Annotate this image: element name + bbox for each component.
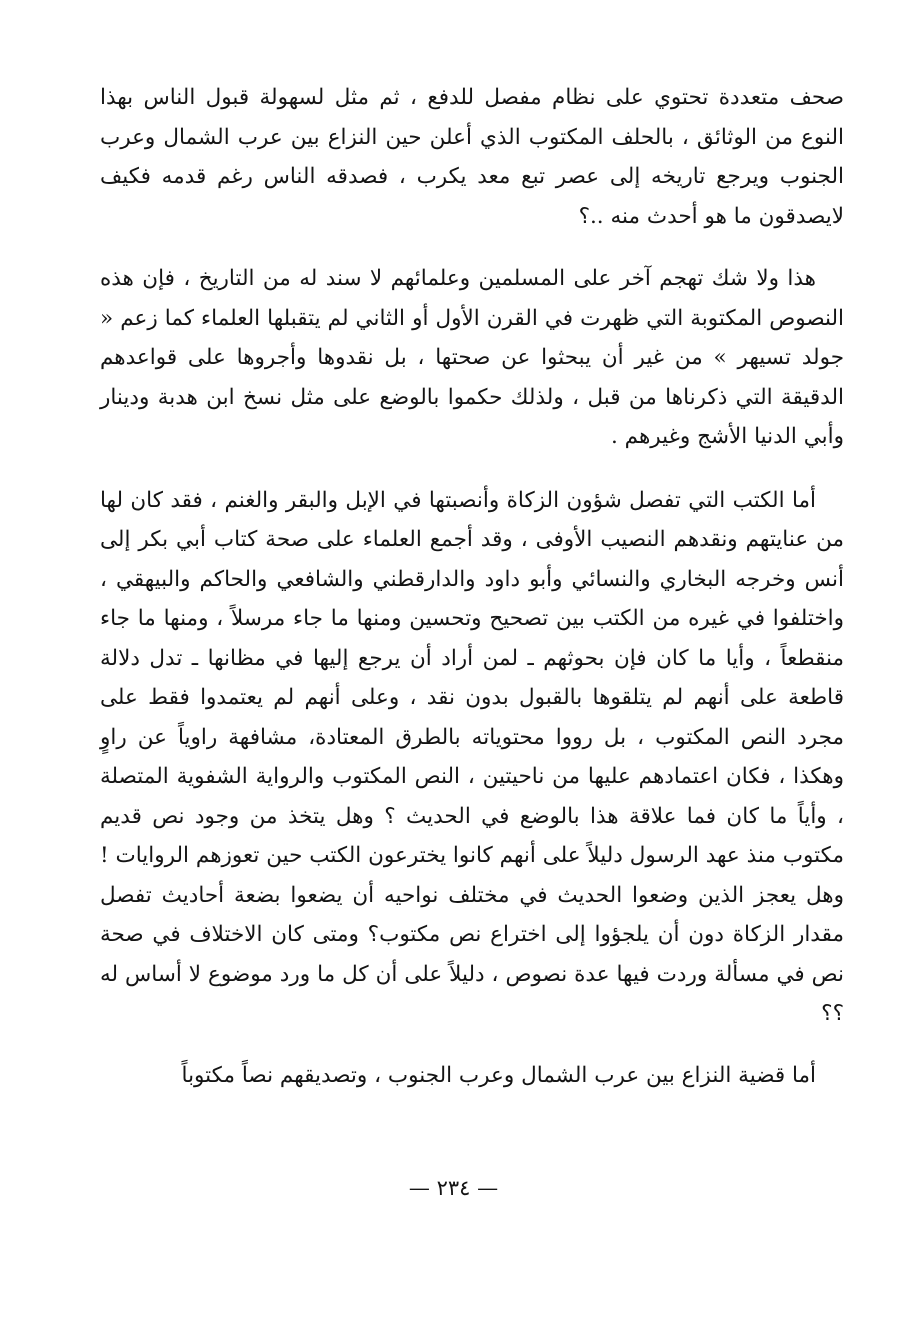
paragraph-4: أما قضية النزاع بين عرب الشمال وعرب الجنوب ، وتصديقهم نصاً مكتوباً <box>181 1062 816 1088</box>
page-number: — ٢٣٤ — <box>408 1176 499 1200</box>
page-text <box>100 78 844 1095</box>
paragraph-1: صحف متعددة تحتوي على نظام مفصل للدفع ، ثم مثل لسهولة قبول الناس بهذا النوع من الوثائق ، بالحلف المكتوب الذي أعلن حين النزاع بين عرب الشمال وعرب الجنوب ويرجع تاريخه إلى عصر تبع معد يكرب ، فصدقه الناس رغم قدمه فكيف لايصدقون ما هو أحدث منه ..؟ <box>100 85 844 229</box>
paragraph-2: هذا ولا شك تهجم آخر على المسلمين وعلمائهم لا سند له من التاريخ ، فإن هذه النصوص المكتوبة التي ظهرت في القرن الأول أو الثاني لم يتقبلها العلماء كما زعم « جولد تسيهر » من غير أن يبحثوا عن صحتها ، بل نقدوها وأجروها على قواعدهم الدقيقة التي ذكرناها من قبل ، ولذلك حكموا بالوضع على مثل نسخ ابن هدبة ودينار وأبي الدنيا الأشج وغيرهم . <box>100 266 844 449</box>
paragraph-3: أما الكتب التي تفصل شؤون الزكاة وأنصبتها في الإبل والبقر والغنم ، فقد كان لها من عنايتهم ونقدهم النصيب الأوفى ، وقد أجمع العلماء على صحة كتاب أبي بكر إلى أنس وخرجه البخاري والنسائي وأبو داود والدارقطني والشافعي والحاكم والبيهقي ، واختلفوا في غيره من الكتب بين تصحيح وتحسين ومنها ما جاء مرسلاً ، ومنها ما جاء منقطعاً ، وأيا ما كان فإن بحوثهم ـ لمن أراد أن يرجع إليها في مظانها ـ تدل دلالة قاطعة على أنهم لم يتلقوها بالقبول بدون نقد ، وعلى أنهم لم يعتمدوا فقط على مجرد النص المكتوب ، بل رووا محتوياته بالطرق المعتادة، مشافهة راوياً عن راوٍ وهكذا ، فكان اعتمادهم عليها من ناحيتين ، النص المكتوب والرواية الشفوية المتصلة ، وأياً ما كان فما علاقة هذا بالوضع في الحديث ؟ وهل يتخذ من وجود نص قديم مكتوب منذ عهد الرسول دليلاً على أنهم كانوا يخترعون الكتب حين تعوزهم الروايات ! وهل يعجز الذين وضعوا الحديث في مختلف نواحيه أن يضعوا بضعة أحاديث تفصل مقدار الزكاة دون أن يلجؤوا إلى اختراع نص مكتوب؟ ومتى كان الاختلاف في صحة نص في مسألة وردت فيها عدة نصوص ، دليلاً على أن كل ما ورد موضوع لا أساس له ؟؟ <box>100 487 844 1026</box>
